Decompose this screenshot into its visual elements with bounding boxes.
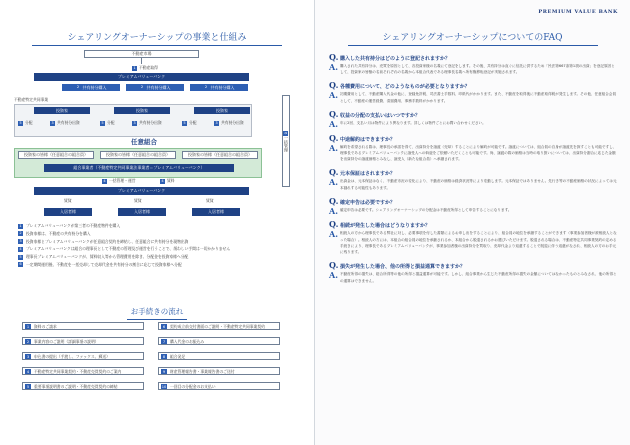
distribution-label-1: 5 分配 xyxy=(19,120,33,125)
faq-item: Q. 元本保証はされますか？ A. 出資金は、元本保証はなく、不動産市況の変化により、不動産の価格は経済状況等により変動します。元本保証ではありません。先行き等の不動産価格の状況によっては元本割れする可能性もあります。 xyxy=(329,167,617,190)
faq-item: Q. 各種費用について、どのようなものが必要となりますか？ A. 初期費用として、不動産購入代金の他に、登録免許税、司法書士手数料、印紙代がかかります。また、不動産を取得後に不動産取得税が発生します。その他、任意組合会員として、不動産の運営経費、清掃費用、事務手数料がかかります。 xyxy=(329,80,617,103)
faq-item: Q. 損失が発生した場合、他の所得と損益通算できますか？ A. 不動産所得の損失は、総合所得等の他の所得と損益通算が可能です。しかし、組合事業から生じた不動産所得の損失の金額についてはなかったものとみなされ、他の所得との通算はできません。 xyxy=(329,260,617,283)
acquire-label: 1 不動産取得 xyxy=(133,65,158,70)
faq-answer: 購入された共有持分は、売買を原因として、各投資家様の名義にて登記をします。その後、共有持分は直ぐに信託に供するため「民法第667条第1項の出資」を登記原因として、投資家の皆様の名前それぞれの名義から本組合代表である理事長名義へ所有権移転登記が実施されます。 xyxy=(340,64,615,75)
procedure-flow-title: お手続きの流れ xyxy=(130,307,184,316)
faq-question: 購入した共有持分はどのように登記されますか？ xyxy=(340,56,451,62)
procedure-flow-right xyxy=(158,322,280,397)
faq-answer: 相続人の方から理事長である弊社に対し、必要事項を付した書類によるお申し出をすることにより、組合員の地位を承継することができます（事業参加者様が被相続人となった場合）。相続人の方には、本組合の組合員の地位を承継されるか、本組合から脱退されるかお選びいただけます。脱退される場合は、不動産特定共同事業契約の定める手続きにより、理事長であるプレミアムバリューバンクが、事業参加者様の出資持分を買取り、売却代金より返還することで脱退に伴う返還がなされ、相続人の方のお手元に残ります。 xyxy=(340,231,617,255)
note-item: 1 プレミアムバリューバンクが第三者の不動産物件を購入 xyxy=(19,223,121,228)
faq-question: 損失が発生した場合、他の所得と損益通算できますか？ xyxy=(340,264,466,271)
tenant-box-3: 入居者様 xyxy=(192,208,240,216)
union-operator-box: 組合事業者（不動産特定共同事業法事業者＝プレミアムバリューバンク） xyxy=(44,164,234,172)
flow-step: 3 申込書の提出（手渡し、ファックス、郵送） xyxy=(22,352,144,360)
note-item: 4 プレミアムバリューバンクは組合の理事長として不動産の管理及び運営を行うことで、煩わしい手間は一切かかりません xyxy=(19,246,231,252)
q-mark: Q. xyxy=(329,52,339,62)
flow-step: 1 資料のご請求 xyxy=(22,322,144,330)
flow-step: 7 購入代金のお振込み xyxy=(158,337,280,345)
faq-answer: 確定申告は必要です。シェアリングオーナーシップの分配金は不動産所得として申告することになります。 xyxy=(340,207,512,212)
rent-label-2: 賃貸 xyxy=(134,198,142,203)
faq-item xyxy=(329,52,619,76)
contribution-label-2: 3 共有持分出資 xyxy=(133,120,162,125)
specific-joint-label: 不動産特定共同事業 xyxy=(14,97,49,102)
faq-answer: 初期費用として、不動産購入代金の他に、登録免許税、司法書士手数料、印紙代がかかります。また、不動産を取得後に不動産取得税が発生します。その他、任意組合会員として、不動産の運営経費、清掃費用、事務手数料がかかります。 xyxy=(340,92,617,103)
faq-answer: 不動産所得の損失は、総合所得等の他の所得と損益通算が可能です。しかし、組合事業から生じた不動産所得の損失の金額についてはなかったものとみなされ、他の所得との通算はできません。 xyxy=(340,272,617,283)
share-purchase-box-3: 2 共有持分購入 xyxy=(190,84,248,91)
union-member-box-1: 投資家の皆様（任意組合の組合員） xyxy=(18,151,94,159)
right-page-title: シェアリングオーナーシップについてのFAQ xyxy=(315,30,630,46)
step-badge-1: 1 xyxy=(133,66,136,70)
investor-box-1: 投資家 xyxy=(34,107,90,114)
contribution-label-1: 3 共有持分出資 xyxy=(51,120,80,125)
faq-question: 元本保証はされますか？ xyxy=(340,171,396,178)
pvb-bottom-box: プレミアムバリューバンク xyxy=(34,187,249,195)
share-purchase-box-2: 2 共有持分購入 xyxy=(126,84,184,91)
faq-question: 中途解約はできますか？ xyxy=(340,136,396,143)
investor-box-3: 投資家 xyxy=(194,107,250,114)
flow-step: 10 一回目の分配金のお支払い xyxy=(158,382,280,390)
tenant-box-2: 入居者様 xyxy=(118,208,166,216)
investor-box-2: 投資家 xyxy=(114,107,170,114)
right-page xyxy=(315,0,630,445)
faq-item: Q. 相続が発生した場合はどうなりますか？ A. 相続人の方から理事長である弊社に対し、必要事項を付した書類によるお申し出をすることにより、組合員の地位を承継することができます（事業参加者様が被相続人となった場合）。相続人の方には、本組合の組合員の地位を承継されるか、本組合から脱退されるかお選びいただけます。脱退される場合は、不動産特定共同事業契約の定める手続きにより、理事長であるプレミアムバリューバンクが、事業参加者様の出資持分を買取り、売却代金より返還することで脱退に伴う返還がなされ、相続人の方のお手元に残ります。 xyxy=(329,219,617,255)
left-page-title: シェアリングオーナーシップの事業と仕組み xyxy=(0,30,314,46)
note-item: 2 投資家様は、不動産の共有持分を購入 xyxy=(19,230,91,236)
note-item: 3 投資家様とプレミアムバリューバンクが任意組合契約を締結し、任意組合に共有持分を現物出資 xyxy=(19,238,189,244)
rent-income-label: 4 賃料 xyxy=(161,178,175,183)
distribution-label-3: 5 分配 xyxy=(183,120,197,125)
faq-item: Q. 確定申告は必要ですか？ A. 確定申告は必要です。シェアリングオーナーシップの分配金は不動産所得として申告することになります。 xyxy=(329,196,619,215)
note-item: 6 一定期間運用後、不動産を一括売却して売却代金を共有持分の割合に応じて投資家様へ分配 xyxy=(19,261,182,267)
flow-step: 5 重要事項説明書のご説明・不動産売買契約の締結 xyxy=(22,382,144,390)
connector xyxy=(141,58,142,64)
note-item: 5 理事長プレミアムバリューバンクが、賃料収入等から管理費用を除き、分配金を投資家様へ分配 xyxy=(19,254,189,260)
faq-answer: 年に2回、支払い月は物件により異なります。詳しくは物件ごとにお問い合わせください。 xyxy=(340,120,486,125)
pvb-header-box: プレミアムバリューバンク xyxy=(34,73,249,81)
procedure-flow-left xyxy=(22,322,144,397)
brand-logo-text: PREMIUM VALUE BANK xyxy=(538,9,618,15)
flow-step: 6 契約成立前交付書面のご説明・不動産特定共同事業契約 xyxy=(158,322,280,330)
flow-step: 2 事業内容のご説明（詳細事項の説明） xyxy=(22,337,144,345)
faq-question: 確定申告は必要ですか？ xyxy=(340,199,396,206)
union-member-box-3: 投資家の皆様（任意組合の組合員） xyxy=(182,151,258,159)
voluntary-union-title: 任意組合 xyxy=(131,138,157,146)
a-mark: A. xyxy=(329,62,338,72)
faq-question: 各種費用について、どのようなものが必要となりますか？ xyxy=(340,84,470,91)
flow-step: 4 不動産特定共同事業契約・不動産売買契約のご案内 xyxy=(22,367,144,375)
faq-item: Q. 収益の分配の支払いはいつですか？ A. 年に2回、支払い月は物件により異なります。詳しくは物件ごとにお問い合わせください。 xyxy=(329,109,619,128)
faq-question: 相続が発生した場合はどうなりますか？ xyxy=(340,223,431,230)
title-underline xyxy=(32,45,282,46)
rent-label-3: 賃貸 xyxy=(206,198,214,203)
faq-item: Q. 中途解約はできますか？ A. 解約を希望される際は、理事長の承諾を得て、出資持分を譲渡（売却）することにより解約が可能です。譲渡については、組合員の自身が譲渡先を探すことも可能ですし、理事長であるプレミアムバリューバンクに譲受人への斡旋をご依頼いただくことも可能です。尚、譲渡の際の価格は当時の取り扱いについては、出資持分割合に応じた金額を出資持分の譲渡価格とみなし、譲受人（新たな組合員）へ承継されます。 xyxy=(329,132,617,162)
real-estate-market-box: 不動産市場 xyxy=(84,50,199,58)
rent-label-1: 賃貸 xyxy=(64,198,72,203)
title-underline xyxy=(348,45,598,46)
faq-list xyxy=(329,52,619,289)
faq-question: 収益の分配の支払いはいつですか？ xyxy=(340,112,421,119)
step-notes xyxy=(18,222,268,269)
contribution-label-3: 3 共有持分出資 xyxy=(215,120,244,125)
union-member-box-2: 投資家の皆様（任意組合の組合員） xyxy=(100,151,176,159)
distribution-label-2: 5 分配 xyxy=(101,120,115,125)
flow-step: 9 財産管理報告書・事業報告書のご送付 xyxy=(158,367,280,375)
share-purchase-box-1: 2 共有持分購入 xyxy=(62,84,120,91)
management-sidebar: 6 一括管理 xyxy=(282,95,290,187)
faq-answer: 解約を希望される際は、理事長の承諾を得て、出資持分を譲渡（売却）することにより解約が可能です。譲渡については、組合員の自身が譲渡先を探すことも可能ですし、理事長であるプレミアムバリューバンクに譲受人への斡旋をご依頼いただくことも可能です。尚、譲渡の際の価格は当時の取り扱いについては、出資持分割合に応じた金額を出資持分の譲渡価格とみなし、譲受人（新たな組合員）へ承継されます。 xyxy=(340,144,617,162)
tenant-box-1: 入居者様 xyxy=(44,208,92,216)
faq-answer: 出資金は、元本保証はなく、不動産市況の変化により、不動産の価格は経済状況等により変動します。元本保証ではありません。先行き等の不動産価格の状況によっては元本割れする可能性もあります。 xyxy=(340,179,617,190)
flow-step: 8 組合発足 xyxy=(158,352,280,360)
management-label: 4 一括管理・運営 xyxy=(103,178,136,183)
